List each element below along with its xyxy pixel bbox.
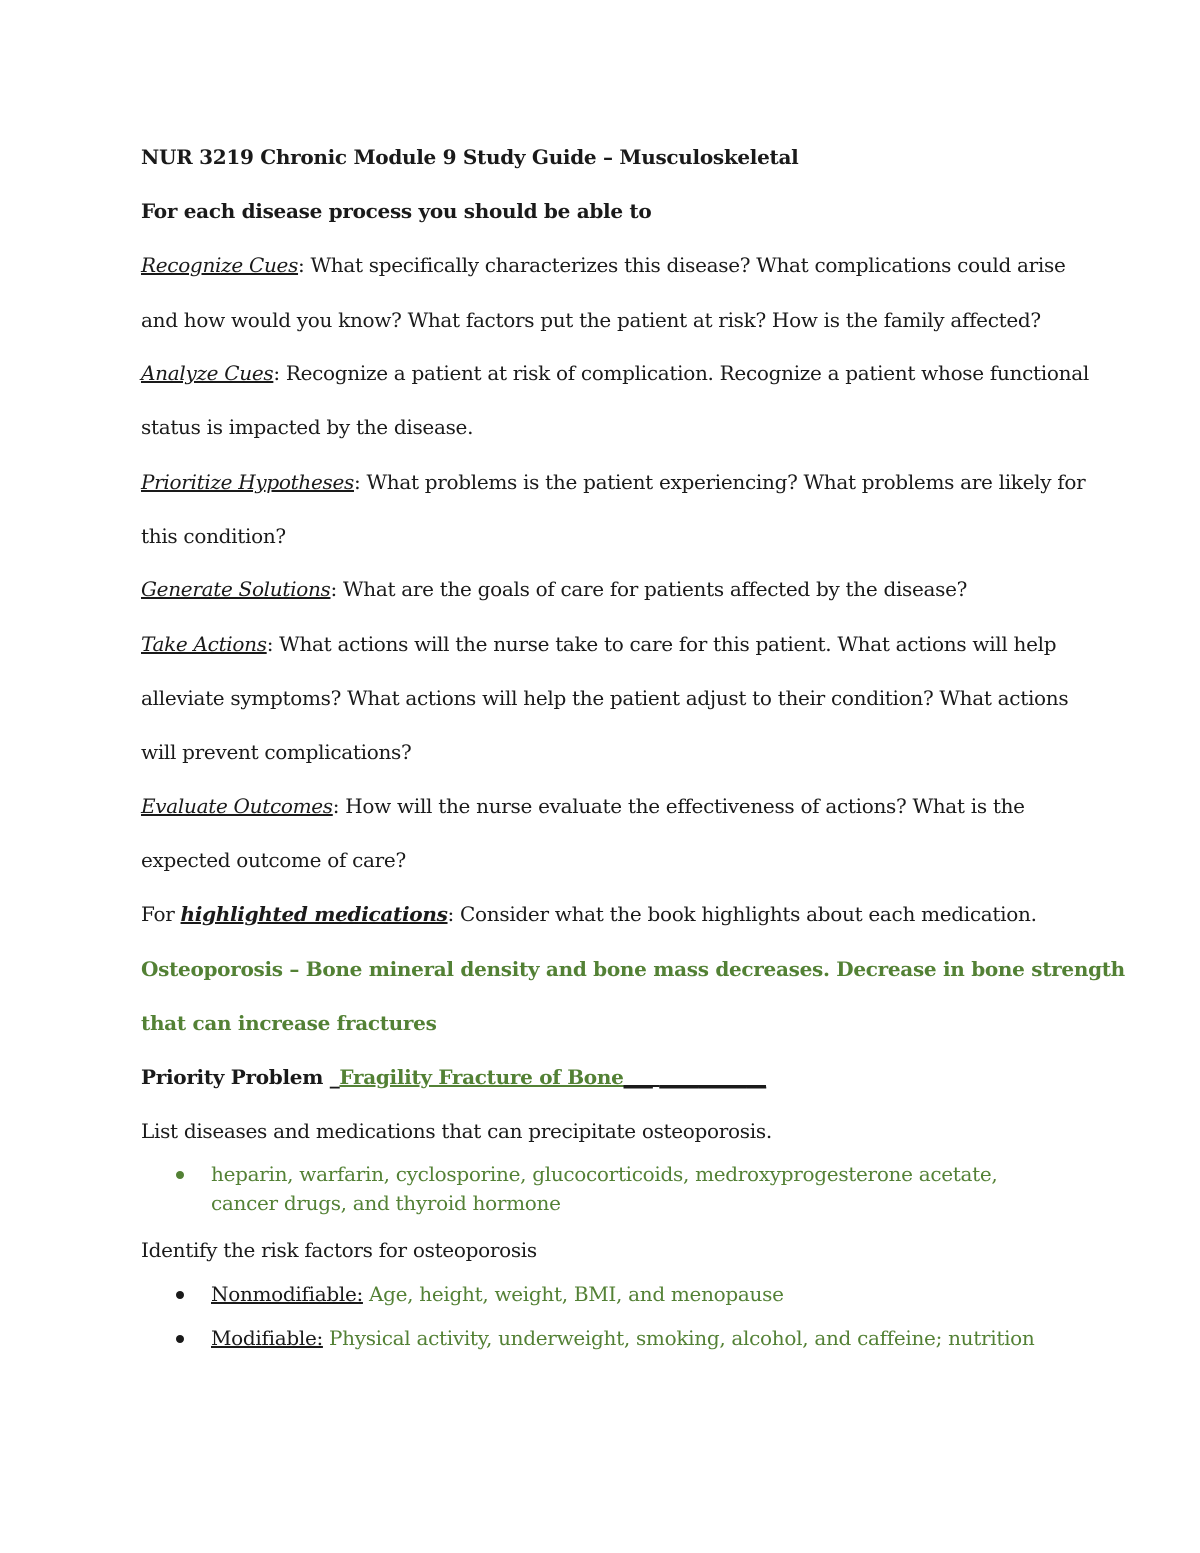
risk-factor-label: Modifiable: — [211, 1326, 323, 1350]
diseases-answer: heparin, warfarin, cyclosporine, glucocorticoids, medroxyprogesterone acetate, cancer drugs, and thyroid hormone — [211, 1162, 998, 1215]
osteoporosis-heading-line2: that can increase fractures — [141, 1011, 437, 1035]
step-text: : What are the goals of care for patients affected by the disease? — [330, 577, 968, 601]
step-prioritize-hypotheses-line2: this condition? — [141, 524, 286, 548]
list-item — [141, 1160, 1071, 1220]
step-text: : Recognize a patient at risk of complication. Recognize a patient whose functional — [273, 361, 1089, 385]
list-item — [141, 1324, 1071, 1354]
step-generate-solutions-line1 — [141, 575, 1071, 603]
step-evaluate-outcomes-line1 — [141, 792, 1071, 820]
diseases-prompt: List diseases and medications that can precipitate osteoporosis. — [141, 1119, 772, 1143]
priority-problem-answer: Fragility Fracture of Bone — [339, 1065, 624, 1089]
risk-prompt: Identify the risk factors for osteoporosis — [141, 1238, 537, 1262]
risk-factor-modifiable — [211, 1324, 1041, 1353]
step-label: Recognize Cues — [141, 253, 299, 277]
step-text: : What problems is the patient experiencing? What problems are likely for — [353, 470, 1086, 494]
step-take-actions-line2: alleviate symptoms? What actions will help the patient adjust to their condition? What actions — [141, 686, 1069, 710]
step-evaluate-outcomes-line2: expected outcome of care? — [141, 848, 406, 872]
highlighted-medications-label: highlighted medications — [180, 902, 448, 926]
step-label: Take Actions — [141, 632, 267, 656]
step-prioritize-hypotheses-line1 — [141, 468, 1086, 496]
priority-problem-label: Priority Problem _ — [141, 1065, 340, 1089]
step-label: Prioritize Hypotheses — [141, 470, 354, 494]
bullet-icon — [176, 1171, 184, 1179]
step-label: Generate Solutions — [141, 577, 331, 601]
step-text: : What specifically characterizes this disease? What complications could arise — [298, 253, 1066, 277]
step-analyze-cues-line2: status is impacted by the disease. — [141, 415, 474, 439]
medications-note — [141, 900, 1071, 928]
step-recognize-cues-line1 — [141, 251, 1071, 279]
priority-problem — [141, 1063, 1071, 1091]
step-take-actions-line3: will prevent complications? — [141, 740, 412, 764]
medications-prefix: For — [141, 902, 181, 926]
step-label: Analyze Cues — [141, 361, 274, 385]
intro-heading: For each disease process you should be able to — [141, 199, 652, 223]
risk-factor-answer: Physical activity, underweight, smoking, alcohol, and caffeine; nutrition — [322, 1326, 1035, 1350]
risk-factor-label: Nonmodifiable: — [211, 1282, 363, 1306]
bullet-icon — [176, 1335, 184, 1343]
risk-factor-answer: Age, height, weight, BMI, and menopause — [362, 1282, 784, 1306]
priority-problem-blank: ___ — [623, 1065, 660, 1089]
step-text: : What actions will the nurse take to care for this patient. What actions will help — [266, 632, 1057, 656]
document-title: NUR 3219 Chronic Module 9 Study Guide – Musculoskeletal — [141, 145, 799, 169]
list-item — [141, 1280, 1071, 1310]
step-analyze-cues-line1 — [141, 359, 1089, 387]
priority-problem-blank: ___________ — [659, 1065, 766, 1089]
step-text: : How will the nurse evaluate the effectiveness of actions? What is the — [332, 794, 1025, 818]
medications-suffix: : Consider what the book highlights about each medication. — [447, 902, 1037, 926]
step-label: Evaluate Outcomes — [141, 794, 333, 818]
bullet-icon — [176, 1291, 184, 1299]
step-take-actions-line1 — [141, 630, 1071, 658]
risk-factor-nonmodifiable — [211, 1280, 1041, 1309]
osteoporosis-heading-line1: Osteoporosis – Bone mineral density and bone mass decreases. Decrease in bone strength — [141, 957, 1125, 981]
step-recognize-cues-line2: and how would you know? What factors put the patient at risk? How is the family affected? — [141, 308, 1041, 332]
